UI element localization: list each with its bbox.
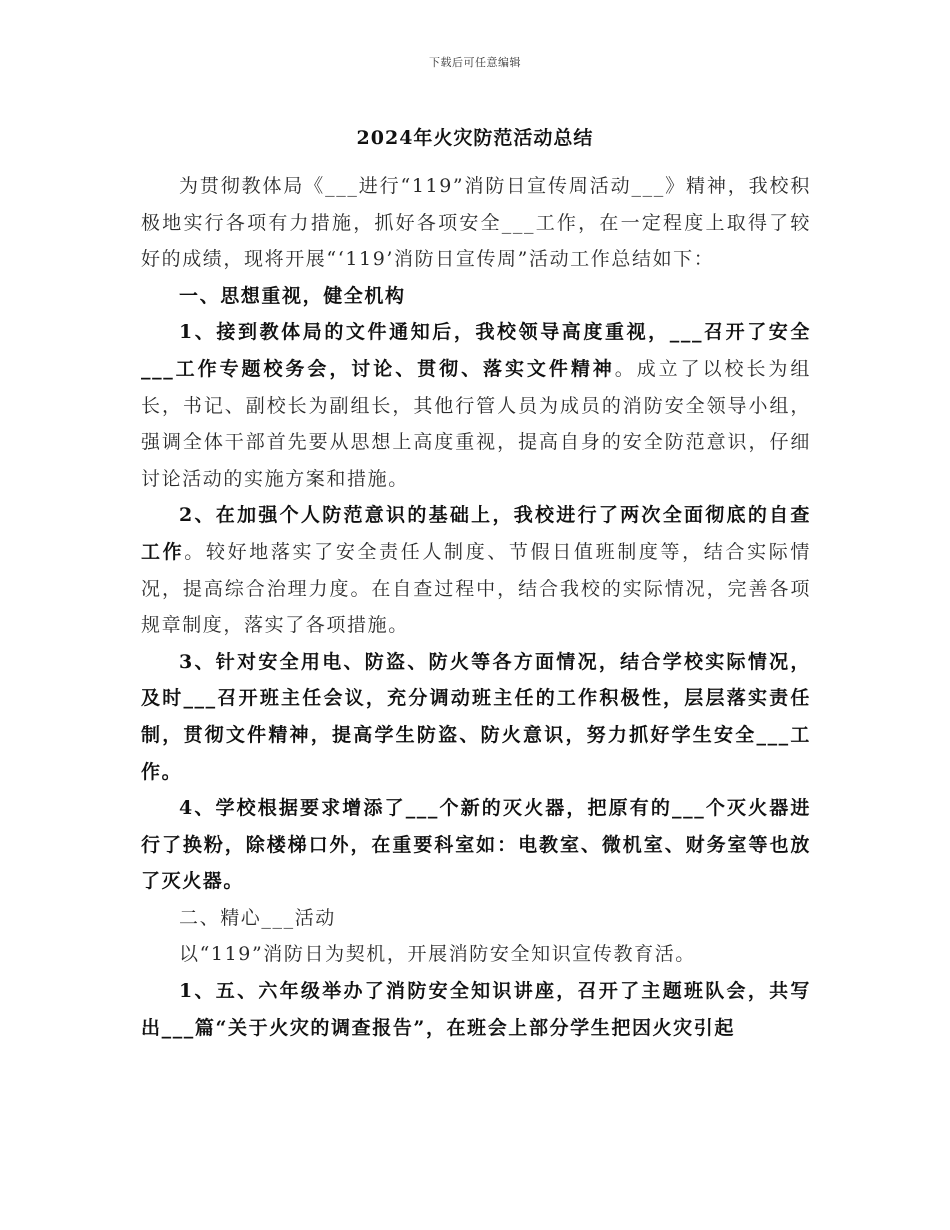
paragraph-item-2-text: 。较好地落实了安全责任人制度、节假日值班制度等，结合实际情况，提高综合治理力度。在自查过程中，结合我校的实际情况，完善各项规章制度，落实了各项措施。	[141, 540, 811, 637]
document-body	[141, 168, 811, 1046]
paragraph-item-2	[141, 497, 811, 643]
section-2-intro: 以“119”消防日为契机，开展消防安全知识宣传教育活。	[179, 943, 696, 966]
paragraph-item-1-bold: 1、接到教体局的文件通知后，我校领导高度重视，___召开了安全___工作专题校务会，讨论、贯彻、落实文件精神	[141, 321, 811, 380]
header-note: 下载后可任意编辑	[429, 56, 521, 69]
paragraph-item-3: 3、针对安全用电、防盗、防火等各方面情况，结合学校实际情况，及时___召开班主任会议，充分调动班主任的工作积极性，层层落实责任制，贯彻文件精神，提高学生防盗、防火意识，努力抓好学生安全___工作。	[141, 650, 811, 783]
document-title: 2024年火灾防范活动总结	[356, 127, 594, 149]
paragraph-item-1-text: 。成立了以校长为组长，书记、副校长为副组长，其他行管人员为成员的消防安全领导小组，强调全体干部首先要从思想上高度重视，提高自身的安全防范意识，仔细讨论活动的实施方案和措施。	[141, 357, 811, 490]
section-heading-1: 一、思想重视，健全机构	[179, 284, 406, 307]
intro-paragraph: 为贯彻教体局《___进行“119”消防日宣传周活动___》精神，我校积极地实行各项有力措施，抓好各项安全___工作，在一定程度上取得了较好的成绩，现将开展“‘119’消防日宣传周”活动工作总结如下：	[141, 175, 811, 271]
paragraph-item-1	[141, 314, 811, 497]
section-heading-2: 二、精心___活动	[179, 906, 336, 929]
paragraph-item-2-bold: 2、在加强个人防范意识的基础上，我校进行了两次全面彻底的自查工作	[141, 504, 811, 563]
paragraph-item-4: 4、学校根据要求增添了___个新的灭火器，把原有的___个灭火器进行了换粉，除楼梯口外，在重要科室如：电教室、微机室、财务室等也放了灭火器。	[141, 797, 811, 893]
paragraph-item-5: 1、五、六年级举办了消防安全知识讲座，召开了主题班队会，共写出___篇“关于火灾的调查报告”，在班会上部分学生把因火灾引起	[141, 980, 811, 1039]
